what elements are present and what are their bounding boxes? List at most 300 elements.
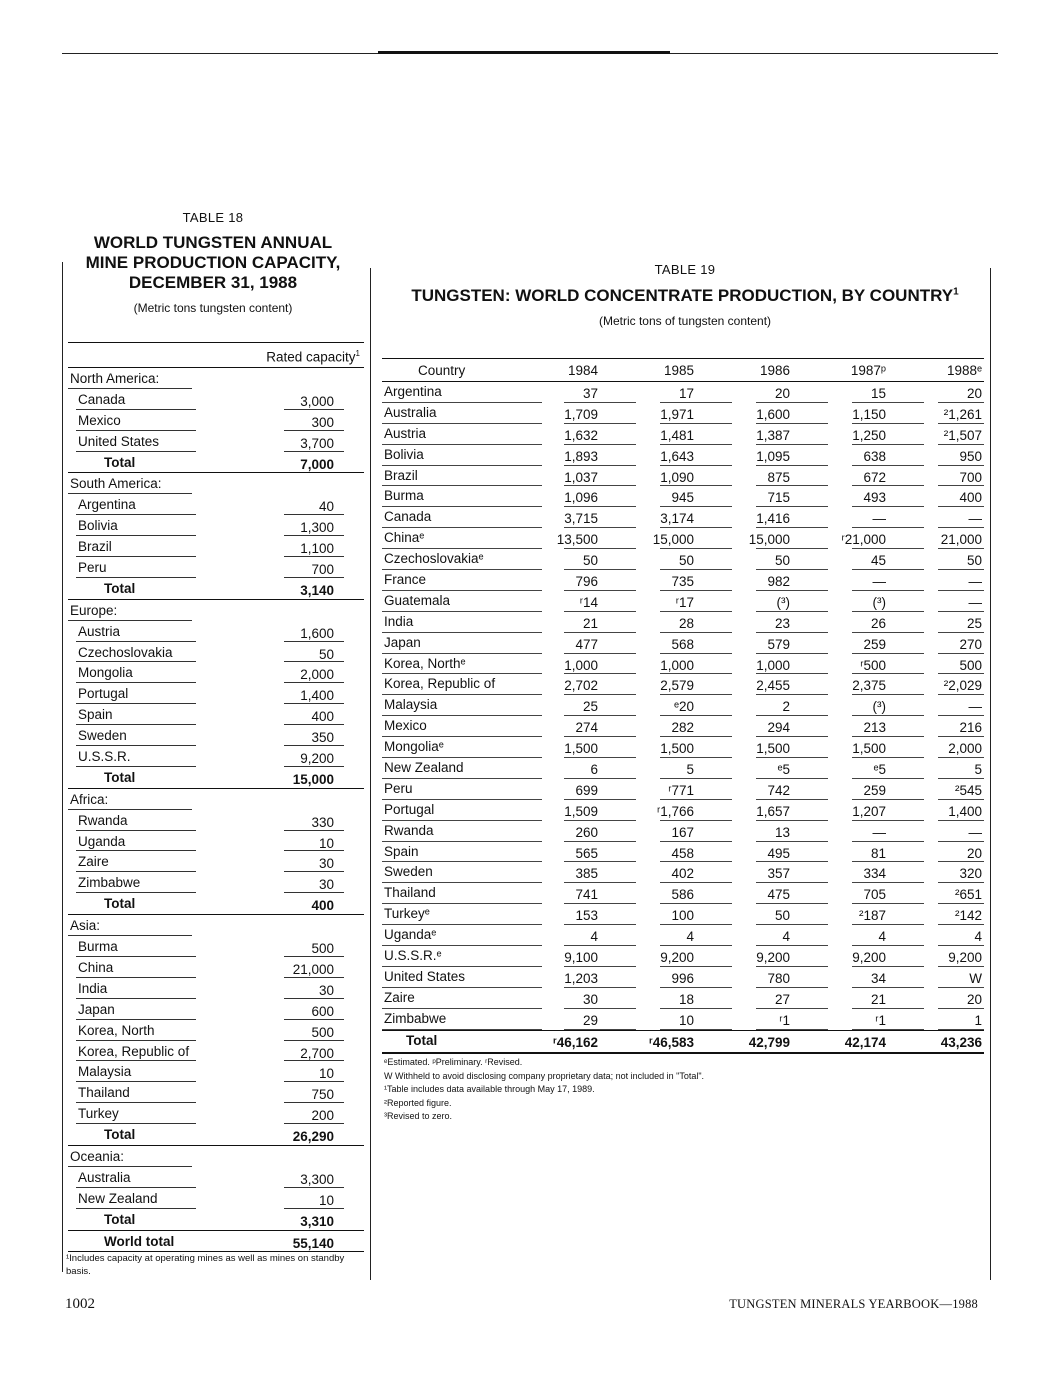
- table-row: [68, 999, 364, 1020]
- table-row-value: 10: [318, 1192, 334, 1208]
- table18-heading: [62, 210, 364, 315]
- table-row: [68, 431, 364, 452]
- country-cell: Austria: [384, 425, 427, 441]
- value-cell: 6: [590, 762, 598, 778]
- table-row-value: 600: [311, 1003, 334, 1019]
- value-cell: 1,096: [564, 490, 598, 506]
- table19-footnote: W Withheld to avoid disclosing company proprietary data; not included in "Total".: [384, 1070, 705, 1081]
- table-row: [382, 591, 984, 612]
- value-cell: 796: [575, 574, 598, 590]
- table-row: [382, 946, 984, 967]
- table-row-value: 700: [311, 562, 334, 578]
- table-row: [68, 872, 364, 893]
- table-row-value: 3,700: [300, 435, 334, 451]
- table-row: [382, 716, 984, 737]
- value-cell: 1,250: [852, 427, 886, 443]
- value-cell: 3,174: [660, 511, 694, 527]
- table-row-value: 300: [311, 414, 334, 430]
- value-cell: 705: [863, 887, 886, 903]
- value-cell: —: [872, 574, 886, 590]
- value-cell: 3,715: [564, 511, 598, 527]
- table-row: [382, 486, 984, 507]
- table-row: [68, 662, 364, 683]
- table-row: [382, 549, 984, 570]
- table-row: [68, 1103, 364, 1124]
- value-cell: 579: [767, 636, 790, 652]
- value-cell: 1,971: [660, 406, 694, 422]
- value-cell: 1,709: [564, 406, 598, 422]
- value-cell: 21: [870, 991, 886, 1007]
- table-row-value: 3,300: [300, 1171, 334, 1187]
- value-cell: ʳ1,766: [656, 803, 694, 819]
- value-cell: 30: [582, 991, 598, 1007]
- value-cell: (³): [872, 594, 886, 610]
- table19-heading: [380, 262, 990, 328]
- table-row-value: 330: [311, 814, 334, 830]
- value-cell: 672: [863, 469, 886, 485]
- table-row: [382, 883, 984, 904]
- region-heading: [68, 473, 364, 494]
- table19: [382, 358, 984, 1054]
- region-total-row-value: 3,310: [300, 1213, 334, 1229]
- value-cell: 1,037: [564, 469, 598, 485]
- table-row: [382, 800, 984, 821]
- table-row-label: Zimbabwe: [78, 875, 141, 891]
- value-cell: 153: [575, 908, 598, 924]
- table-row: [68, 536, 364, 557]
- table-row: [382, 904, 984, 925]
- country-cell: Ugandaᵉ: [384, 927, 437, 943]
- value-cell: 493: [863, 490, 886, 506]
- country-cell: Zimbabwe: [384, 1010, 447, 1026]
- value-cell: 259: [863, 782, 886, 798]
- table-row-value: 30: [318, 856, 334, 872]
- country-cell: Canada: [384, 509, 432, 525]
- table-row-value: 40: [318, 499, 334, 515]
- table-row: [382, 862, 984, 883]
- value-cell: 1,500: [564, 741, 598, 757]
- table-row: [68, 851, 364, 872]
- region-heading: [68, 789, 364, 810]
- value-cell: ʳ17: [675, 594, 694, 610]
- table-row-label: Portugal: [78, 686, 129, 702]
- value-cell: 20: [966, 386, 982, 401]
- value-cell: 2,579: [660, 678, 694, 694]
- table-row-value: 10: [318, 1066, 334, 1082]
- page-number: 1002: [65, 1296, 95, 1312]
- country-cell: Brazil: [384, 467, 418, 483]
- region-heading: [68, 368, 364, 389]
- country-cell: Australia: [384, 404, 437, 420]
- value-cell: ʳ500: [860, 657, 886, 673]
- table-row: [382, 654, 984, 675]
- value-cell: 81: [870, 845, 886, 861]
- value-cell: 741: [575, 887, 598, 903]
- table-row: [68, 1082, 364, 1103]
- value-cell: 400: [959, 490, 982, 506]
- table-row-label: Peru: [78, 560, 107, 576]
- table19-footnotes: [384, 1056, 844, 1124]
- value-cell: 27: [774, 991, 790, 1007]
- table-row-label: U.S.S.R.: [78, 749, 131, 765]
- table-row-label: Bolivia: [78, 518, 118, 534]
- value-cell: 5: [686, 762, 694, 778]
- value-cell: 167: [671, 824, 694, 840]
- region-heading-label: North America:: [70, 371, 160, 386]
- table19-total-row: [382, 1030, 984, 1054]
- table-row-value: 1,100: [300, 541, 334, 557]
- country-cell: Peru: [384, 780, 413, 796]
- table-row-label: Brazil: [78, 539, 112, 555]
- region-heading-label: Europe:: [70, 602, 118, 618]
- table-row-label: Malaysia: [78, 1064, 132, 1080]
- table-row-label: Czechoslovakia: [78, 644, 173, 660]
- value-cell: 735: [671, 574, 694, 590]
- value-cell: 2,000: [948, 741, 982, 757]
- region-heading: [68, 600, 364, 621]
- country-cell: Thailand: [384, 885, 436, 901]
- table-row: [382, 758, 984, 779]
- world-total-row-value: 55,140: [292, 1235, 334, 1251]
- table-row: [382, 925, 984, 946]
- header-country: Country: [418, 363, 466, 378]
- country-cell: Spain: [384, 843, 419, 859]
- value-cell: ²651: [954, 887, 982, 903]
- value-cell: 2,375: [852, 678, 886, 694]
- value-cell: 15,000: [652, 532, 694, 548]
- value-cell: 15,000: [748, 532, 790, 548]
- value-cell: 4: [686, 929, 694, 945]
- value-cell: 50: [774, 553, 790, 569]
- value-cell: 15: [870, 386, 886, 401]
- table18-header-row: [68, 342, 364, 368]
- table18-left-rule: [62, 262, 63, 1272]
- value-cell: 4: [878, 929, 886, 945]
- total-1987: 42,174: [844, 1034, 886, 1050]
- value-cell: 475: [767, 887, 790, 903]
- value-cell: —: [968, 574, 982, 590]
- country-cell: France: [384, 572, 427, 588]
- table-row-value: 30: [318, 982, 334, 998]
- world-total-row: [68, 1231, 364, 1253]
- value-cell: 1,632: [564, 427, 598, 443]
- value-cell: 715: [767, 490, 790, 506]
- table-row-value: 750: [311, 1087, 334, 1103]
- country-cell: New Zealand: [384, 760, 464, 776]
- value-cell: ²187: [858, 908, 886, 924]
- value-cell: 320: [959, 866, 982, 882]
- total-1985: ʳ46,583: [649, 1034, 694, 1050]
- table-row: [68, 1041, 364, 1062]
- region-total-row-label: Total: [104, 580, 136, 596]
- value-cell: 1,095: [756, 448, 790, 464]
- total-1988: 43,236: [940, 1034, 982, 1050]
- table-row-label: United States: [78, 433, 160, 449]
- table18-subtitle: (Metric tons tungsten content): [133, 301, 293, 315]
- country-cell: India: [384, 613, 414, 629]
- table-row: [68, 704, 364, 725]
- table19-subtitle: (Metric tons of tungsten content): [598, 314, 772, 328]
- value-cell: 1,500: [660, 741, 694, 757]
- country-cell: Mongoliaᵉ: [384, 739, 444, 755]
- value-cell: 1,893: [564, 448, 598, 464]
- value-cell: 21,000: [940, 532, 982, 548]
- value-cell: 259: [863, 636, 886, 652]
- value-cell: 25: [582, 699, 598, 715]
- region-total-row: [68, 1124, 364, 1146]
- table19-title-note: 1: [953, 286, 959, 298]
- value-cell: 9,200: [852, 950, 886, 966]
- value-cell: 17: [678, 386, 694, 401]
- value-cell: 9,200: [756, 950, 790, 966]
- value-cell: 1,657: [756, 803, 790, 819]
- header-1987: 1987ᵖ: [850, 363, 886, 378]
- table-row-label: Mexico: [78, 412, 121, 428]
- table-row: [68, 494, 364, 515]
- table19-body: [382, 382, 984, 1030]
- table-row-value: 21,000: [292, 961, 334, 977]
- country-cell: Guatemala: [384, 592, 451, 608]
- value-cell: 402: [671, 866, 694, 882]
- value-cell: 2,702: [564, 678, 598, 694]
- table-row: [68, 1167, 364, 1188]
- value-cell: 982: [767, 574, 790, 590]
- value-cell: 23: [774, 615, 790, 631]
- top-rule-accent: [378, 51, 670, 54]
- value-cell: 4: [782, 929, 790, 945]
- table-row-value: 500: [311, 941, 334, 957]
- country-cell: Bolivia: [384, 446, 424, 462]
- table-row-value: 2,700: [300, 1045, 334, 1061]
- region-total-row-value: 15,000: [292, 771, 334, 787]
- value-cell: 270: [959, 636, 982, 652]
- table-row: [68, 642, 364, 663]
- table-row: [382, 967, 984, 988]
- value-cell: 100: [671, 908, 694, 924]
- table-row-label: Korea, Republic of: [78, 1043, 190, 1059]
- value-cell: 10: [678, 1012, 694, 1028]
- value-cell: 568: [671, 636, 694, 652]
- value-cell: ᵉ20: [673, 699, 694, 715]
- value-cell: 5: [974, 762, 982, 778]
- table-row-label: Argentina: [78, 497, 136, 513]
- value-cell: 742: [767, 782, 790, 798]
- value-cell: 1,207: [852, 803, 886, 819]
- running-title: TUNGSTEN MINERALS YEARBOOK—1988: [729, 1297, 978, 1311]
- value-cell: 50: [966, 553, 982, 569]
- region-total-row: [68, 1209, 364, 1231]
- value-cell: 780: [767, 970, 790, 986]
- table19-header-row: [382, 358, 984, 382]
- value-cell: 500: [959, 657, 982, 673]
- table-row: [382, 403, 984, 424]
- table-row: [382, 842, 984, 863]
- table-row: [382, 528, 984, 549]
- value-cell: 45: [870, 553, 886, 569]
- region-heading: [68, 1146, 364, 1167]
- table-row-value: 200: [311, 1108, 334, 1124]
- value-cell: —: [968, 511, 982, 527]
- table-row: [382, 821, 984, 842]
- region-total-row-value: 26,290: [292, 1129, 334, 1145]
- value-cell: ²1,507: [943, 427, 982, 443]
- value-cell: 20: [774, 386, 790, 401]
- value-cell: 4: [590, 929, 598, 945]
- table18-body: [68, 368, 364, 1252]
- value-cell: (³): [776, 594, 790, 610]
- value-cell: 334: [863, 866, 886, 882]
- value-cell: 28: [678, 615, 694, 631]
- value-cell: 20: [966, 845, 982, 861]
- table-row-label: Turkey: [78, 1106, 119, 1122]
- value-cell: 260: [575, 824, 598, 840]
- value-cell: ʳ1: [779, 1012, 790, 1028]
- value-cell: 1,000: [756, 657, 790, 673]
- table-row-label: Canada: [78, 391, 126, 407]
- table-row: [68, 810, 364, 831]
- country-cell: Malaysia: [384, 697, 438, 713]
- table18-title-line: MINE PRODUCTION CAPACITY,: [85, 253, 341, 272]
- table18-column-header: [266, 349, 360, 365]
- region-total-row-label: Total: [104, 1211, 136, 1227]
- table-row: [382, 695, 984, 716]
- table-row-label: Korea, North: [78, 1022, 155, 1038]
- table-row: [68, 621, 364, 642]
- region-total-row: [68, 767, 364, 789]
- value-cell: 1,481: [660, 427, 694, 443]
- value-cell: 586: [671, 887, 694, 903]
- table-row-value: 1,400: [300, 688, 334, 704]
- table18-title-line: WORLD TUNGSTEN ANNUAL: [93, 233, 333, 252]
- table-row: [382, 612, 984, 633]
- region-total-row-label: Total: [104, 1127, 136, 1143]
- country-cell: Rwanda: [384, 822, 434, 838]
- table18-title: [62, 233, 364, 293]
- table18-title-line: DECEMBER 31, 1988: [128, 273, 298, 292]
- region-heading: [68, 915, 364, 936]
- table18: [68, 342, 364, 1252]
- table-row: [382, 466, 984, 487]
- table-row: [382, 737, 984, 758]
- region-total-row: [68, 578, 364, 600]
- value-cell: ʳ14: [579, 594, 598, 610]
- value-cell: 50: [678, 553, 694, 569]
- total-1986: 42,799: [748, 1034, 790, 1050]
- table-row: [68, 936, 364, 957]
- country-cell: U.S.S.R.ᵉ: [384, 948, 442, 964]
- value-cell: 1,500: [756, 741, 790, 757]
- table-row: [382, 779, 984, 800]
- header-1986: 1986: [759, 363, 790, 378]
- table-row: [382, 445, 984, 466]
- table-row: [382, 988, 984, 1009]
- country-cell: Mexico: [384, 718, 427, 734]
- table-row-label: Rwanda: [78, 812, 128, 828]
- value-cell: 385: [575, 866, 598, 882]
- value-cell: 1,387: [756, 427, 790, 443]
- value-cell: ²545: [954, 782, 982, 798]
- table19-footnote: ³Revised to zero.: [384, 1111, 453, 1121]
- value-cell: 458: [671, 845, 694, 861]
- table-row: [382, 633, 984, 654]
- value-cell: 2: [782, 699, 790, 715]
- country-cell: Zaire: [384, 989, 415, 1005]
- region-total-row-label: Total: [104, 896, 136, 912]
- table-row-value: 10: [318, 835, 334, 851]
- table-row: [68, 557, 364, 578]
- table-row: [68, 957, 364, 978]
- country-cell: Japan: [384, 634, 421, 650]
- table-row: [68, 1061, 364, 1082]
- table19-footnote: ᵉEstimated. ᵖPreliminary. ʳRevised.: [384, 1057, 523, 1067]
- table18-column-header-text: Rated capacity: [266, 349, 356, 365]
- table-row-value: 400: [311, 709, 334, 725]
- region-total-row-value: 400: [311, 898, 334, 914]
- table-row: [68, 746, 364, 767]
- value-cell: 20: [966, 991, 982, 1007]
- value-cell: ²142: [954, 908, 982, 924]
- value-cell: 1,600: [756, 406, 790, 422]
- value-cell: (³): [872, 699, 886, 715]
- table-row-value: 350: [311, 730, 334, 746]
- value-cell: ʳ771: [668, 782, 694, 798]
- value-cell: 357: [767, 866, 790, 882]
- value-cell: 565: [575, 845, 598, 861]
- value-cell: 1,150: [852, 406, 886, 422]
- table-row: [68, 389, 364, 410]
- value-cell: 274: [575, 720, 598, 736]
- total-1984: ʳ46,162: [553, 1034, 598, 1050]
- value-cell: 50: [774, 908, 790, 924]
- value-cell: 1,000: [660, 657, 694, 673]
- region-heading-label: Oceania:: [70, 1148, 125, 1164]
- country-cell: Czechoslovakiaᵉ: [384, 551, 484, 567]
- country-cell: Korea, Republic of: [384, 676, 496, 692]
- value-cell: 9,100: [564, 950, 598, 966]
- country-cell: Portugal: [384, 801, 435, 817]
- value-cell: 495: [767, 845, 790, 861]
- region-total-row-value: 3,140: [300, 582, 334, 598]
- value-cell: 699: [575, 782, 598, 798]
- value-cell: 13,500: [556, 532, 598, 548]
- table-row-label: China: [78, 959, 114, 975]
- value-cell: 9,200: [948, 950, 982, 966]
- value-cell: ᵉ5: [777, 762, 790, 778]
- table-row-label: Uganda: [78, 833, 126, 849]
- world-total-row-label: World total: [104, 1233, 175, 1249]
- value-cell: 945: [671, 490, 694, 506]
- value-cell: 1,643: [660, 448, 694, 464]
- value-cell: W: [969, 970, 982, 986]
- value-cell: 13: [774, 824, 790, 840]
- value-cell: 875: [767, 469, 790, 485]
- table19-footnote: ¹Table includes data available through May 17, 1989.: [384, 1084, 595, 1094]
- value-cell: 21: [582, 615, 598, 631]
- value-cell: —: [968, 699, 982, 715]
- table-row-value: 1,600: [300, 625, 334, 641]
- table-row: [68, 410, 364, 431]
- table-row-label: Sweden: [78, 728, 127, 744]
- table-row-label: Austria: [78, 623, 121, 639]
- table-row: [68, 831, 364, 852]
- table-row: [68, 978, 364, 999]
- table-row: [382, 507, 984, 528]
- value-cell: 25: [966, 615, 982, 631]
- region-heading-label: South America:: [70, 476, 162, 492]
- table-row-label: Burma: [78, 939, 118, 955]
- value-cell: ʳ21,000: [841, 532, 886, 548]
- value-cell: —: [968, 824, 982, 840]
